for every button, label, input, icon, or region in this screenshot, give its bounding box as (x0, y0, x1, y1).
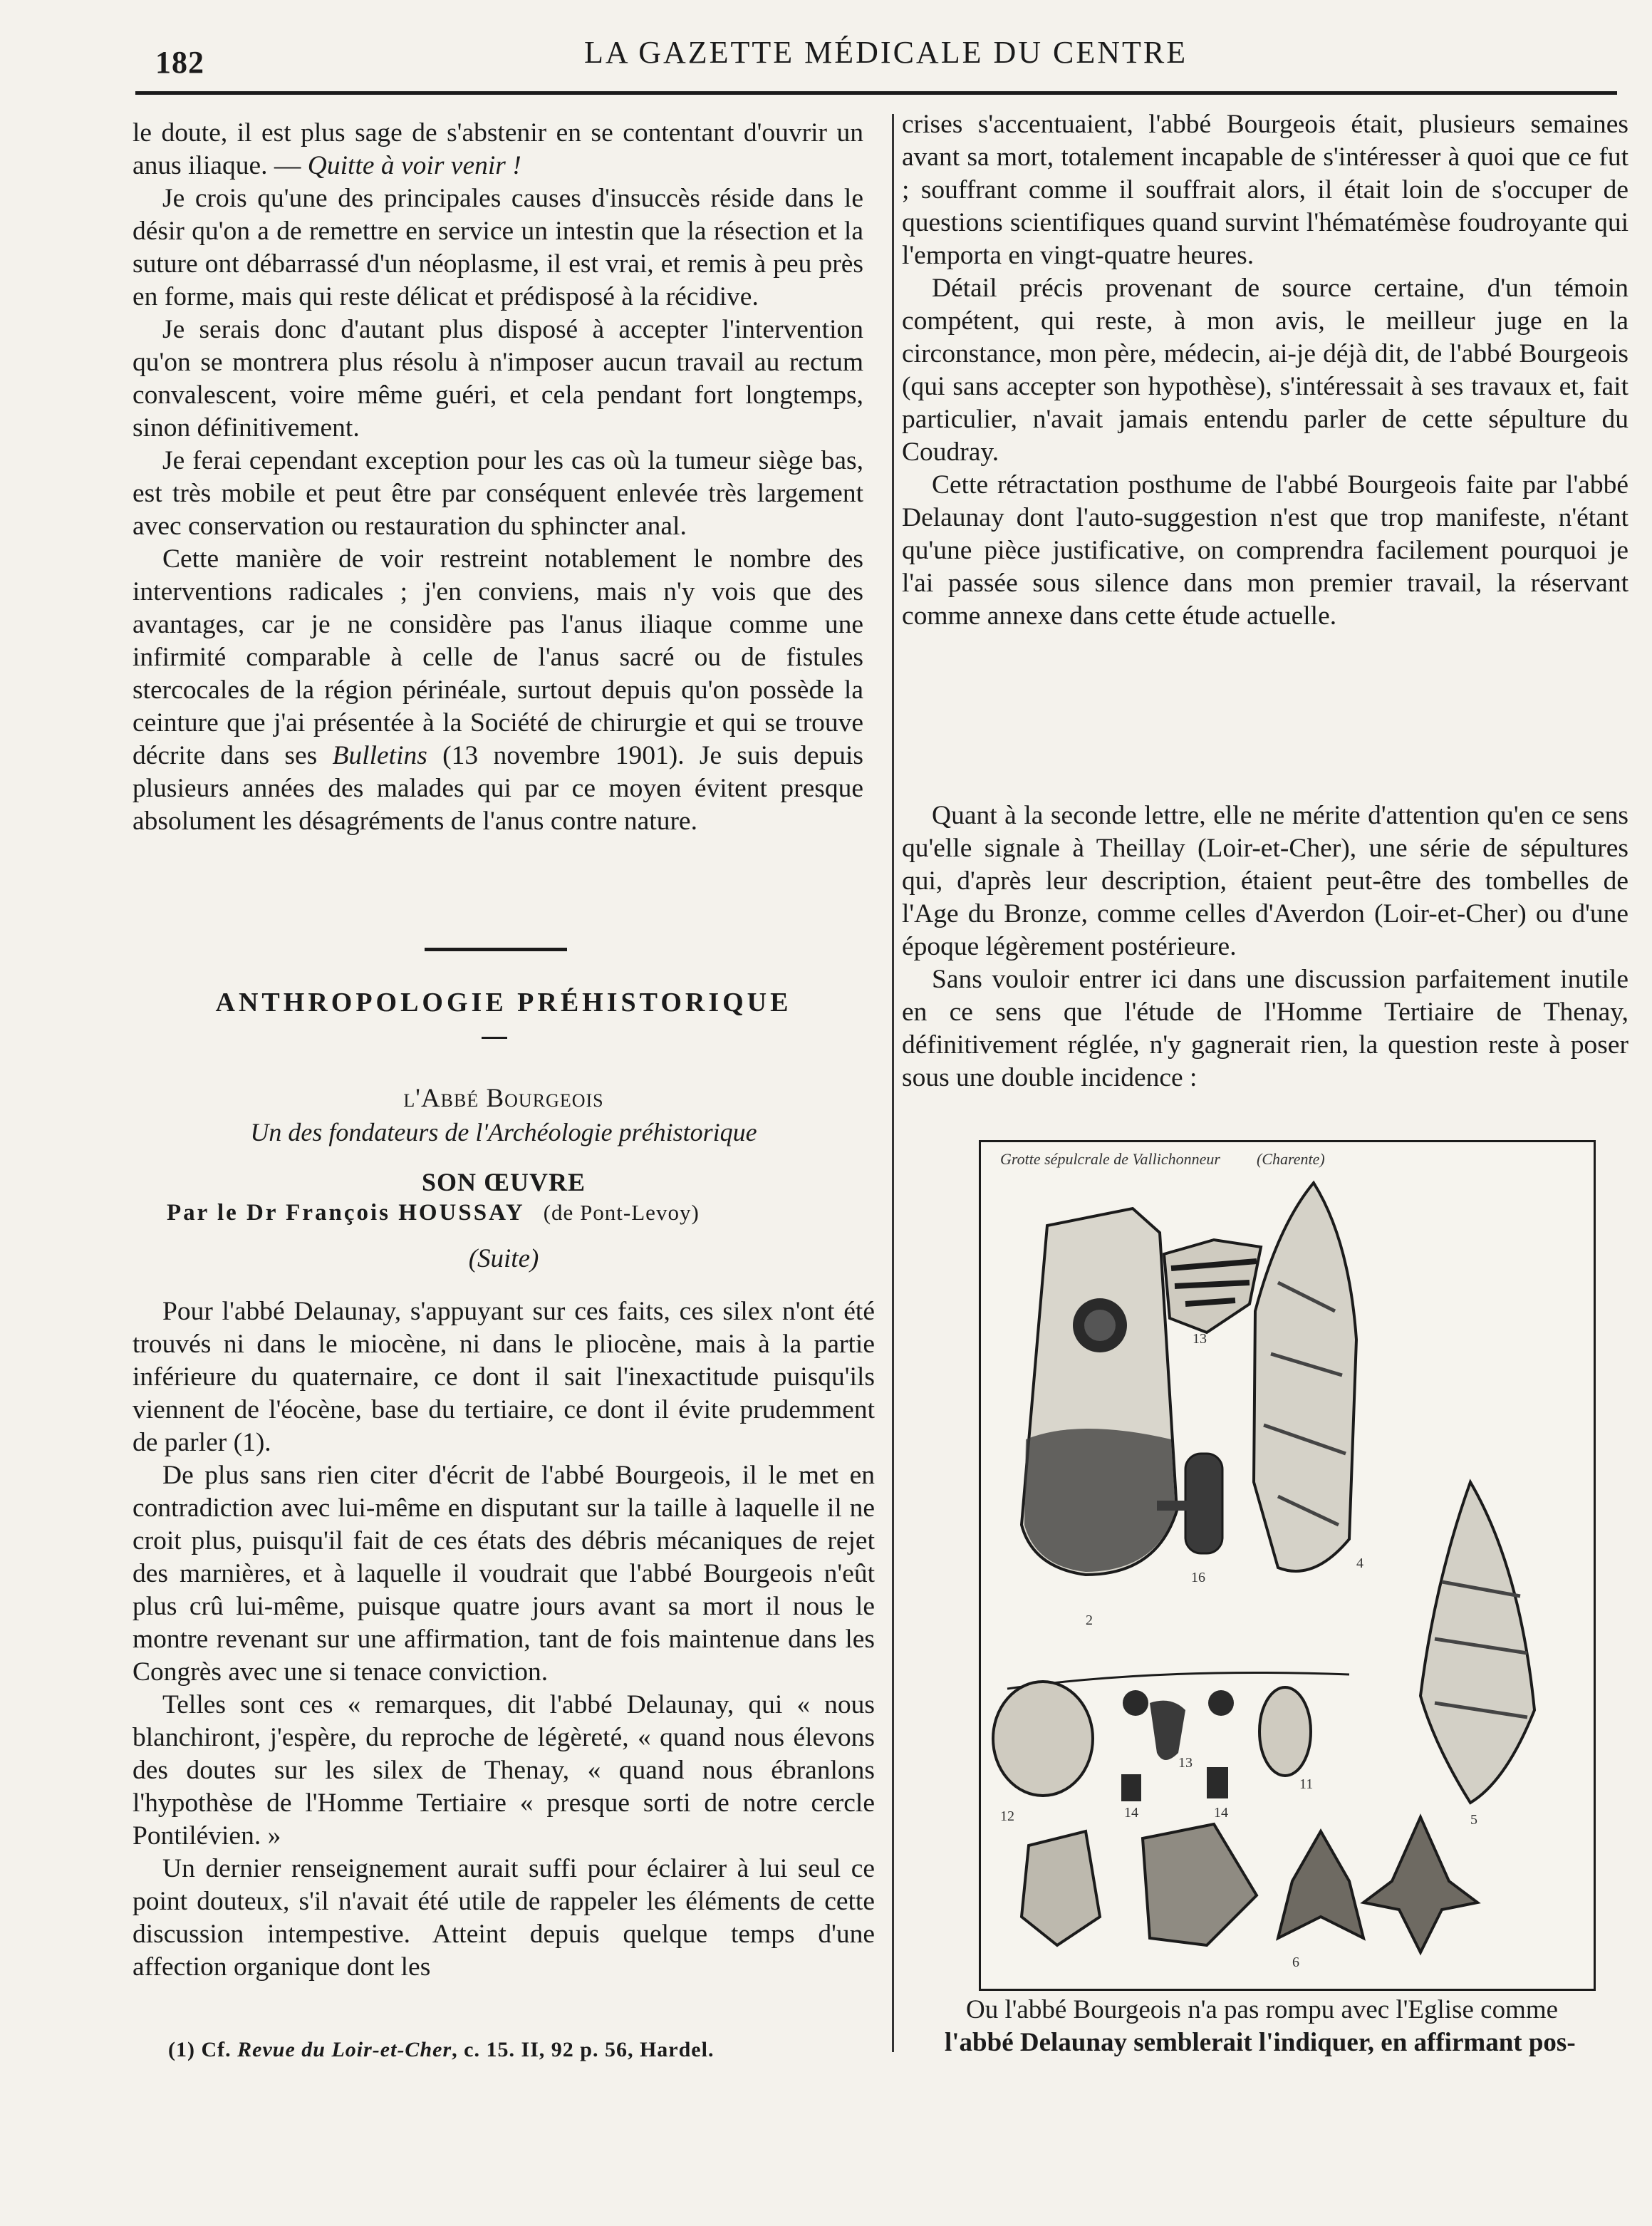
figure-label: 13 (1193, 1331, 1207, 1347)
continued-label: (Suite) (468, 1244, 539, 1273)
flint-blade (1254, 1183, 1356, 1571)
right-column-top (902, 108, 1628, 633)
figure-label: 11 (1299, 1776, 1314, 1792)
italic-quote: Quitte à voir venir ! (307, 151, 521, 180)
article-subject: l'Abbé Bourgeois (403, 1084, 604, 1113)
figure-label: 2 (1086, 1612, 1093, 1628)
figure-label: 4 (1356, 1555, 1363, 1571)
column-divider (892, 114, 894, 2052)
figure-following-text (945, 1994, 1628, 2059)
header-rule (135, 91, 1617, 95)
page-number: 182 (155, 45, 204, 80)
spear-point (1420, 1482, 1534, 1803)
paragraph: Quant à la seconde lettre, elle ne mérite d'attention qu'en ce sens qu'elle signale à Theillay (Loir-et-Cher), une série de sépultures qui, d'après leur description, étaient peut-être des tombelles de l'Age du Bronze, comme celles d'Averdon (Loir-et-Cher) ou d'une époque légèrement postérieure. (902, 801, 1628, 961)
figure-handwritten-region: (Charente) (1257, 1150, 1325, 1168)
paragraph: Un dernier renseignement aurait suffi pour éclairer à lui seul ce point douteux, s'il n'avait été utile de rappeler les éléments de cette discussion intempestive. Atteint depuis quelque temps d'une affection organique dont les (133, 1854, 875, 1982)
paragraph: De plus sans rien citer d'écrit de l'abbé Bourgeois, il le met en contradiction avec lui-même en disputant sur la taille à laquelle il ne croit plus, puisqu'il fait de ces états des débris mécaniques de rejet des marnières, et à laquelle il voudrait que l'abbé Bourgeois n'eût plus crû lui-même, puisque quatre jours avant sa mort il nous le montre revenant sur une affirmation, tant de fois maintenue dans les Congrès avec une si tenace conviction. (133, 1461, 875, 1687)
paragraph: Je serais donc d'autant plus disposé à accepter l'intervention qu'on se montrera plus résolu à n'imposer aucun travail au rectum convalescent, voire même guéri, et cela pendant fort longtemps, sinon définitivement. (133, 315, 863, 442)
flint-tools-row (1022, 1817, 1477, 1952)
paragraph: crises s'accentuaient, l'abbé Bourgeois était, plusieurs semaines avant sa mort, totalement incapable de s'intéresser à quoi que ce fut ; souffrant comme il souffrait alors, il était loin de s'occuper de questions scientifiques quand survint l'hématémèse foudroyante qui l'emporta en vingt-quatre heures. (902, 110, 1628, 270)
figure-label: 6 (1292, 1955, 1299, 1970)
left-column-top (133, 117, 863, 838)
paragraph: Je crois qu'une des principales causes d'insuccès réside dans le désir qu'on a de remettre en service un intestin que la résection et la suture ont débarrassé d'un néoplasme, il est vrai, et remis à peu près en forme, mais qui reste délicat et prédisposé à la récidive. (133, 184, 863, 311)
figure-label: 14 (1124, 1805, 1138, 1821)
figure-label: 5 (1470, 1812, 1477, 1828)
necklace (993, 1673, 1349, 1802)
right-column-middle (902, 799, 1628, 1094)
section-title: ANTHROPOLOGIE PRÉHISTORIQUE (215, 988, 792, 1018)
caption-line: Ou l'abbé Bourgeois n'a pas rompu avec l'Eglise comme (966, 1995, 1559, 2024)
paragraph: Je ferai cependant exception pour les cas où la tumeur siège bas, est très mobile et peut être par conséquent enlevée très largement avec conservation ou restauration du sphincter anal. (133, 446, 863, 541)
left-column-bottom (133, 1295, 875, 1984)
artifact-drawing (979, 1140, 1596, 1991)
figure-handwritten-title: Grotte sépulcrale de Vallichonneur (1000, 1150, 1220, 1168)
paragraph: Telles sont ces « remarques, dit l'abbé Delaunay, qui « nous blanchiront, j'espère, du reproche de légèreté, « quand nous élevons des doutes sur les silex de Thenay, « quand nous ébranlons l'hypothèse de l'Homme Tertiaire « presque sorti de notre cercle Pontilévien. » (133, 1690, 875, 1850)
figure-label: 16 (1191, 1570, 1205, 1585)
footnote: (1) Cf. Revue du Loir-et-Cher, c. 15. II, 92 p. 56, Hardel. (168, 2038, 715, 2061)
figure-label: 13 (1178, 1755, 1193, 1771)
journal-title: LA GAZETTE MÉDICALE DU CENTRE (584, 35, 1188, 70)
paragraph: le doute, il est plus sage de s'abstenir en se contentant d'ouvrir un anus iliaque. — Quitte à voir venir ! (133, 118, 863, 180)
article-title: SON ŒUVRE (421, 1168, 586, 1196)
title-dash (482, 1037, 507, 1039)
paragraph: Sans vouloir entrer ici dans une discussion parfaitement inutile en ce sens que l'étude de l'Homme Tertiaire de Thenay, définitivement réglée, n'y gagnerait rien, la question reste à poser sous une double incidence : (902, 965, 1628, 1092)
section-separator (425, 948, 567, 951)
byline: Par le Dr François HOUSSAY (de Pont-Levoy) (167, 1200, 700, 1226)
polished-axe (1022, 1208, 1177, 1575)
figure-label: 14 (1214, 1805, 1228, 1821)
figure-label: 12 (1000, 1808, 1014, 1824)
caption-line: l'abbé Delaunay semblerait l'indiquer, en affirmant pos- (945, 2028, 1576, 2057)
paragraph: Pour l'abbé Delaunay, s'appuyant sur ces faits, ces silex n'ont été trouvés ni dans le miocène, ni dans le pliocène, mais à la partie inférieure du quaternaire, ce dont il sait l'inexactitude puisqu'ils viennent de l'éocène, base du tertiaire, ce dont il évite prudemment de parler (1). (133, 1297, 875, 1457)
pottery-fragment (1164, 1240, 1261, 1332)
article-subject-subtitle: Un des fondateurs de l'Archéologie préhistorique (250, 1118, 757, 1146)
paragraph: Cette manière de voir restreint notablement le nombre des interventions radicales ; j'en conviens, mais n'y vois que des avantages, car je ne considère pas l'anus iliaque comme une infirmité comparable à celle de l'anus sacré ou de fistules stercocales de la région périnéale, surtout depuis qu'on possède la ceinture que j'ai présentée à la Société de chirurgie et qui se trouve décrite dans ses Bulletins (13 novembre 1901). Je suis depuis plusieurs années des malades qui par ce moyen évitent presque absolument les désagréments de l'anus contre nature. (133, 544, 864, 836)
paragraph: Cette rétractation posthume de l'abbé Bourgeois faite par l'abbé Delaunay dont l'auto-suggestion n'est que trop manifeste, n'étant qu'une pièce justificative, on comprendra facilement pourquoi je l'ai passée sous silence dans mon premier travail, la réservant comme annexe dans cette étude actuelle. (902, 470, 1628, 631)
paragraph: Détail précis provenant de source certaine, d'un témoin compétent, qui reste, à mon avis, le meilleur juge en la circonstance, mon père, médecin, ai-je déjà dit, de l'abbé Bourgeois (qui sans accepter son hypothèse), s'intéressait à ses travaux et, fait particulier, n'avait jamais entendu parler de cette sépulture du Coudray. (902, 274, 1628, 467)
